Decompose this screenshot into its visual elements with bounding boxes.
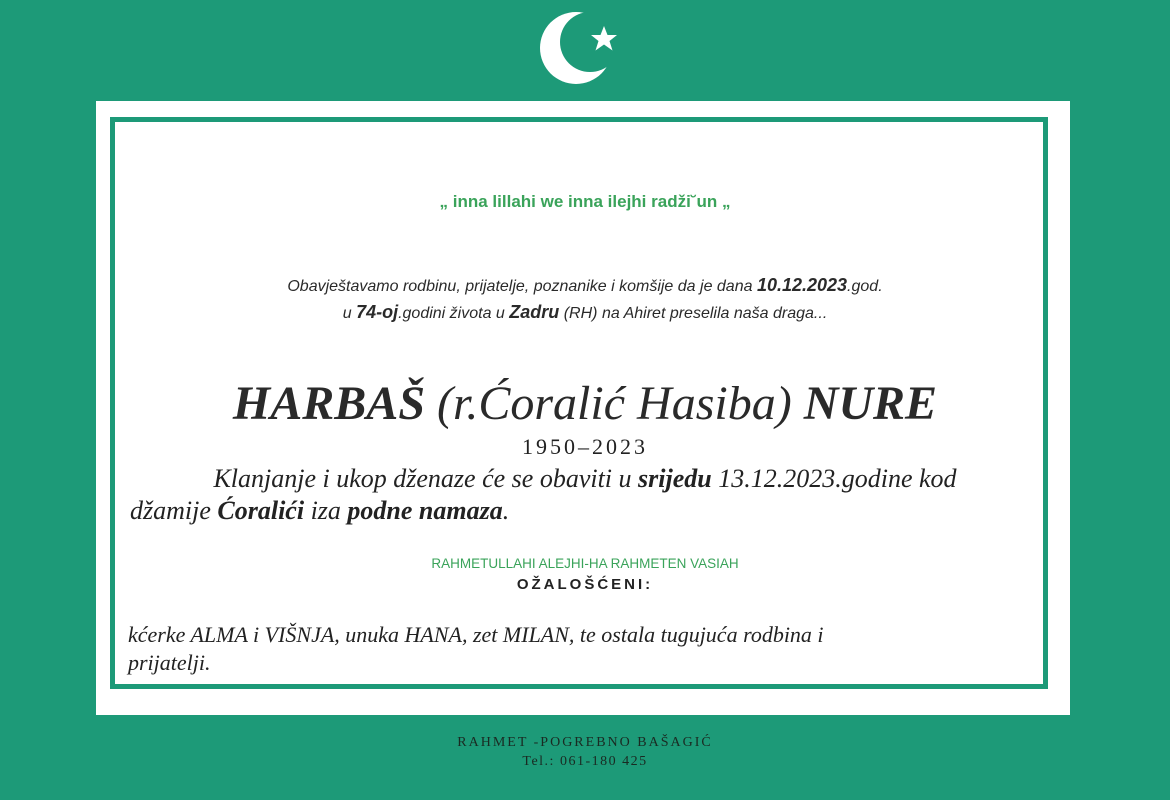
father-name: NURE	[803, 377, 938, 430]
death-date: 10.12.2023	[756, 275, 848, 295]
mourners-line-1: kćerke ALMA i VIŠNJA, unuka HANA, zet MILAN, te ostala tugujuća rodbina i	[128, 622, 824, 647]
mourners-heading: OŽALOŠĆENI:	[516, 576, 654, 593]
blessing-text: RAHMETULLAHI ALEJHI-HA RAHMETEN VASIAH	[431, 556, 739, 571]
mosque-name: Ćoralići	[217, 496, 305, 525]
maiden-name: (r.Ćoralić Hasiba)	[425, 377, 804, 430]
service-line-2: džamije Ćoralići iza podne namaza.	[130, 496, 510, 525]
intro-line-1: Obavještavamo rodbinu, prijatelje, poznanike i komšije da je dana 10.12.2023.god.	[287, 275, 883, 295]
crescent-star-icon	[540, 6, 622, 88]
funeral-home-name: RAHMET -POGREBNO BAŠAGIĆ	[457, 735, 713, 750]
age: 74-oj	[356, 302, 399, 322]
deceased-name	[0, 376, 1170, 431]
opening-quote: „ inna lillahi we inna ilejhi radži˘un „	[439, 192, 731, 211]
service-day: srijedu	[638, 464, 712, 493]
funeral-home-phone: Tel.: 061-180 425	[522, 754, 648, 769]
service-line-1: Klanjanje i ukop dženaze će se obaviti u srijedu 13.12.2023.godine kod	[213, 464, 957, 493]
prayer-time: podne namaza	[347, 496, 503, 525]
intro-line-2: u 74-oj.godini života u Zadru (RH) na Ahiret preselila naša draga...	[342, 302, 828, 322]
mourners-line-2: prijatelji.	[128, 650, 211, 675]
life-years: 1950–2023	[522, 434, 648, 459]
place-of-death: Zadru	[509, 302, 560, 322]
surname: HARBAŠ	[232, 377, 426, 430]
